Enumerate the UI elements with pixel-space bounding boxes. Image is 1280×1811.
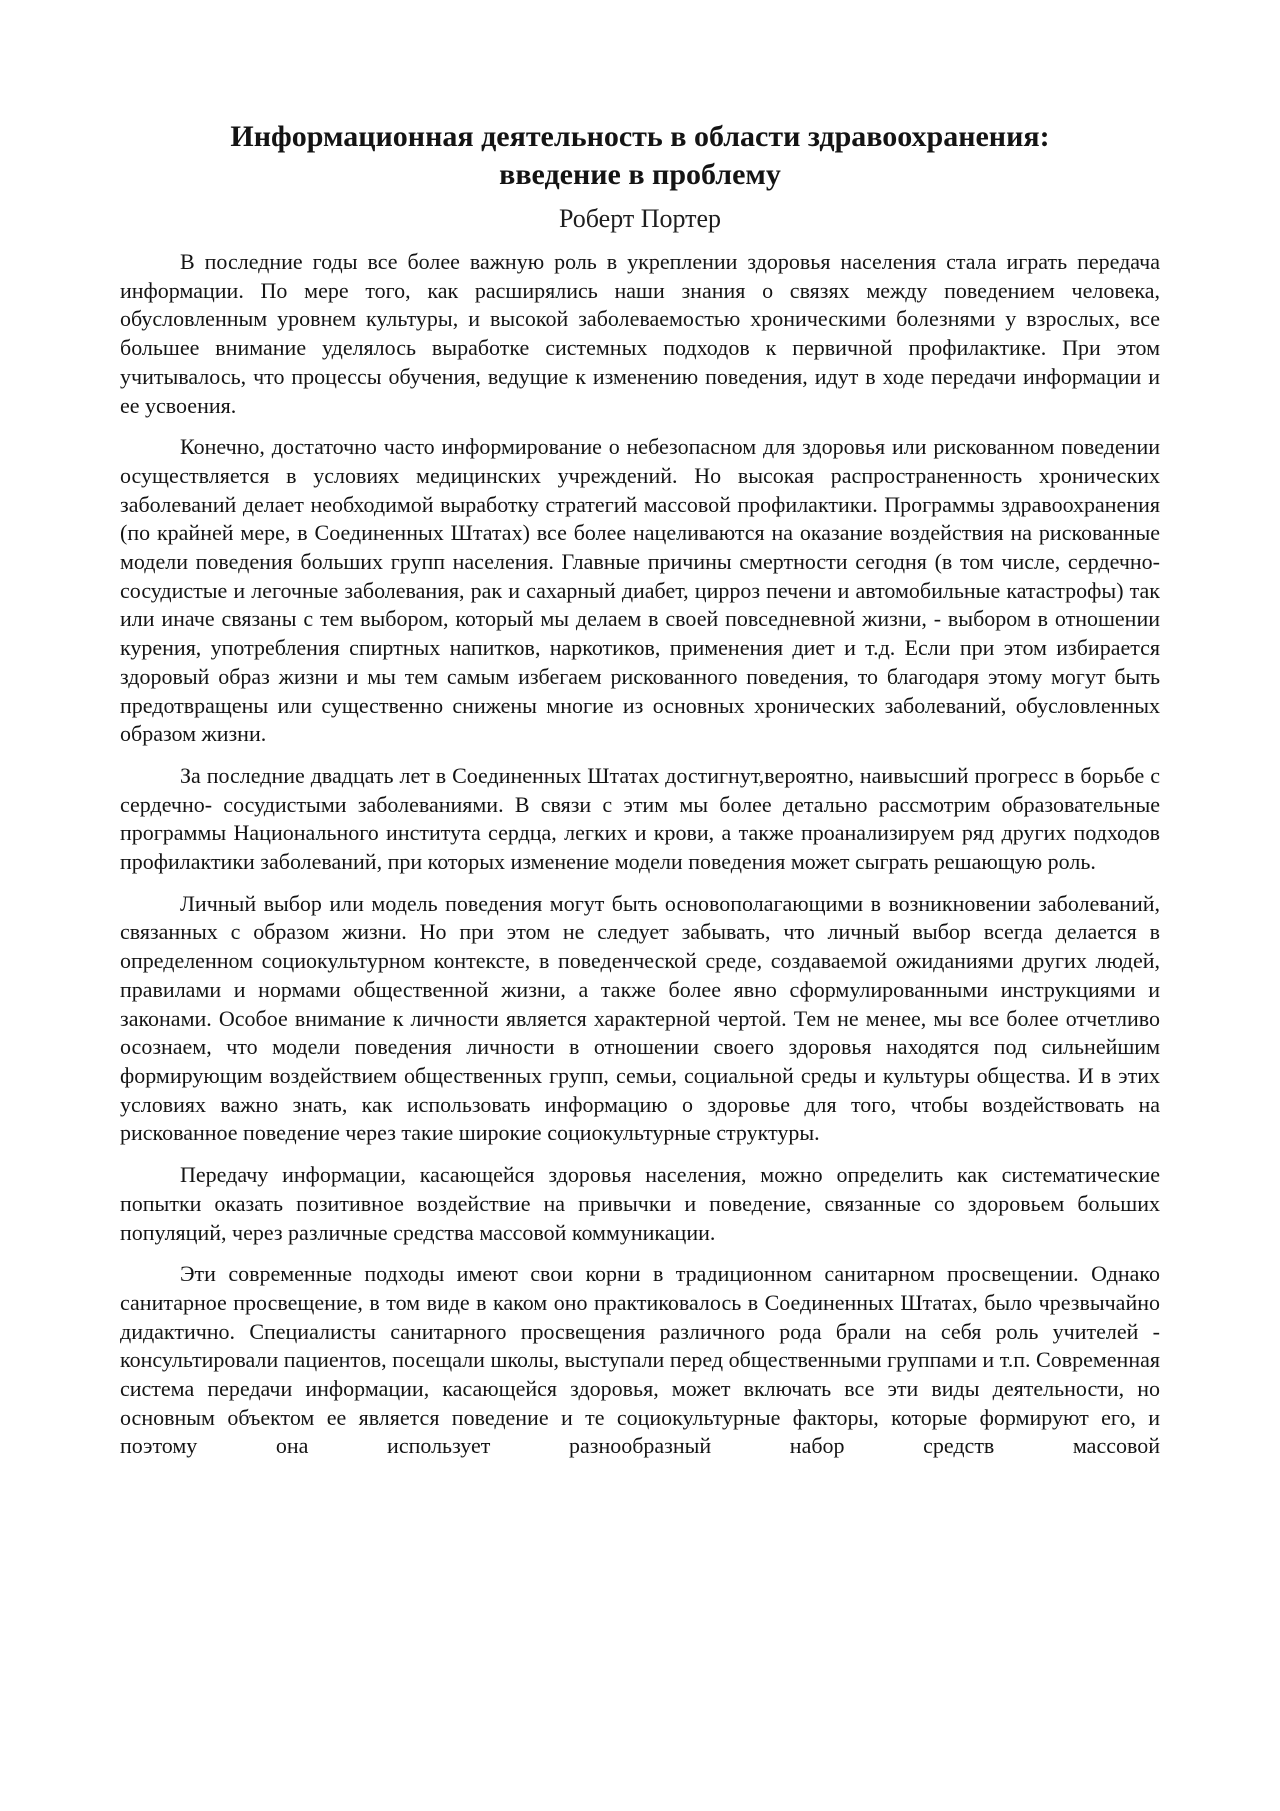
document-title [120,118,1160,194]
paragraph: Эти современные подходы имеют свои корни в традиционном санитарном просвещении. Однако санитарное просвещение, в том виде в каком оно практиковалось в Соединенных Штатах, было чрезвычайно дидактично. Специалисты санитарного просвещения различного рода брали на себя роль учителей - консультировали пациентов, посещали школы, выступали перед общественными группами и т.п. Современная система передачи информации, касающейся здоровья, может включать все эти виды деятельности, но основным объектом ее является поведение и те социокультурные факторы, которые формируют его, и поэтому она использует разнообразный набор средств массовой [120,1261,1160,1459]
paragraph: За последние двадцать лет в Соединенных Штатах достигнут,вероятно, наивысший прогресс в борьбе с сердечно- сосудистыми заболеваниями. В связи с этим мы более детально рассмотрим образовательные программы Национального института сердца, легких и крови, а также проанализируем ряд других подходов профилактики заболеваний, при которых изменение модели поведения может сыграть решающую роль. [120,762,1160,875]
title-line-2: введение в проблему [499,158,781,191]
paragraph: Передачу информации, касающейся здоровья населения, можно определить как систематические попытки оказать позитивное воздействие на привычки и поведение, связанные со здоровьем больших популяций, через различные средства массовой коммуникации. [120,1162,1160,1245]
author-name: Роберт Портер [558,204,722,233]
paragraph: В последние годы все более важную роль в укреплении здоровья населения стала играть передача информации. По мере того, как расширялись наши знания о связях между поведением человека, обусловленным уровнем культуры, и высокой заболеваемостью хроническими болезнями у взрослых, все большее внимание уделялось выработке системных подходов к первичной профилактике. При этом учитывалось, что процессы обучения, ведущие к изменению поведения, идут в ходе передачи информации и ее усвоения. [120,249,1160,418]
title-line-1: Информационная деятельность в области здравоохранения: [230,120,1050,153]
paragraph: Личный выбор или модель поведения могут быть основополагающими в возникновении заболеваний, связанных с образом жизни. Но при этом не следует забывать, что личный выбор всегда делается в определенном социокультурном контексте, в поведенческой среде, создаваемой ожиданиями других людей, правилами и нормами общественной жизни, а также более явно сформулированными инструкциями и законами. Особое внимание к личности является характерной чертой. Тем не менее, мы все более отчетливо осознаем, что модели поведения личности в отношении своего здоровья находятся под сильнейшим формирующим воздействием общественных групп, семьи, социальной среды и культуры общества. И в этих условиях важно знать, как использовать информацию о здоровье для того, чтобы воздействовать на рискованное поведение через такие широкие социокультурные структуры. [120,890,1160,1146]
document-body [120,118,1160,1461]
paragraph: Конечно, достаточно часто информирование о небезопасном для здоровья или рискованном поведении осуществляется в условиях медицинских учреждений. Но высокая распространенность хронических заболеваний делает необходимой выработку стратегий массовой профилактики. Программы здравоохранения (по крайней мере, в Соединенных Штатах) все более нацеливаются на оказание воздействия на рискованные модели поведения больших групп населения. Главные причины смертности сегодня (в том числе, сердечно-сосудистые и легочные заболевания, рак и сахарный диабет, цирроз печени и автомобильные катастрофы) так или иначе связаны с тем выбором, который мы делаем в своей повседневной жизни, - выбором в отношении курения, употребления спиртных напитков, наркотиков, применения диет и т.д. Если при этом избирается здоровый образ жизни и мы тем самым избегаем рискованного поведения, то благодаря этому могут быть предотвращены или существенно снижены многие из основных хронических заболеваний, обусловленных образом жизни. [120,434,1160,747]
